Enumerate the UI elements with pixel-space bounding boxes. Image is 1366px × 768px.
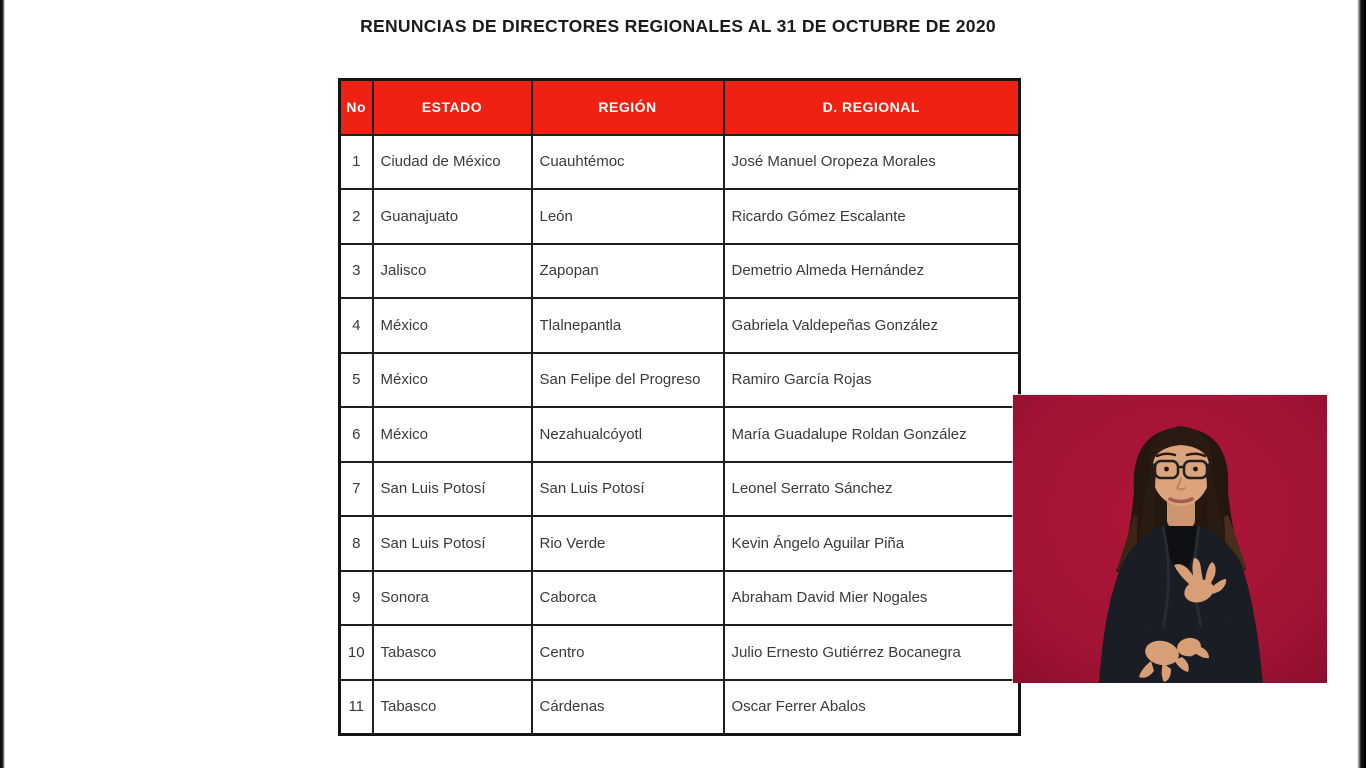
cell-estado: Tabasco — [373, 625, 532, 680]
cell-d-regional: Abraham David Mier Nogales — [724, 571, 1020, 626]
cell-d-regional: Kevin Ángelo Aguilar Piña — [724, 516, 1020, 571]
cell-d-regional: Ramiro García Rojas — [724, 353, 1020, 408]
cell-d-regional: María Guadalupe Roldan González — [724, 407, 1020, 462]
cell-region: Tlalnepantla — [532, 298, 724, 353]
table-row — [340, 462, 1020, 517]
cell-no: 11 — [340, 680, 373, 735]
table-row — [340, 244, 1020, 299]
cell-no: 7 — [340, 462, 373, 517]
cell-d-regional: José Manuel Oropeza Morales — [724, 135, 1020, 190]
sign-language-interpreter-illustration — [1013, 395, 1327, 683]
cell-no: 4 — [340, 298, 373, 353]
cell-estado: Ciudad de México — [373, 135, 532, 190]
cell-d-regional: Ricardo Gómez Escalante — [724, 189, 1020, 244]
table-row — [340, 680, 1020, 735]
cell-d-regional: Demetrio Almeda Hernández — [724, 244, 1020, 299]
cell-region: Zapopan — [532, 244, 724, 299]
table-row — [340, 189, 1020, 244]
table-header-row — [340, 80, 1020, 135]
column-header-estado: ESTADO — [373, 80, 532, 135]
resignations-table — [338, 78, 1021, 736]
table-row — [340, 353, 1020, 408]
cell-no: 6 — [340, 407, 373, 462]
right-letterbox-bar — [1357, 0, 1366, 768]
cell-region: Cárdenas — [532, 680, 724, 735]
cell-no: 10 — [340, 625, 373, 680]
cell-region: Cuauhtémoc — [532, 135, 724, 190]
cell-estado: San Luis Potosí — [373, 516, 532, 571]
table-row — [340, 135, 1020, 190]
cell-estado: Jalisco — [373, 244, 532, 299]
cell-d-regional: Gabriela Valdepeñas González — [724, 298, 1020, 353]
cell-no: 1 — [340, 135, 373, 190]
cell-region: Rio Verde — [532, 516, 724, 571]
cell-region: Centro — [532, 625, 724, 680]
cell-no: 5 — [340, 353, 373, 408]
cell-estado: México — [373, 407, 532, 462]
cell-estado: Tabasco — [373, 680, 532, 735]
cell-region: Nezahualcóyotl — [532, 407, 724, 462]
cell-no: 3 — [340, 244, 373, 299]
table-row — [340, 571, 1020, 626]
cell-d-regional: Oscar Ferrer Abalos — [724, 680, 1020, 735]
cell-estado: Guanajuato — [373, 189, 532, 244]
table-row — [340, 407, 1020, 462]
cell-estado: México — [373, 353, 532, 408]
cell-no: 2 — [340, 189, 373, 244]
cell-region: San Felipe del Progreso — [532, 353, 724, 408]
cell-estado: México — [373, 298, 532, 353]
column-header-region: REGIÓN — [532, 80, 724, 135]
cell-region: Caborca — [532, 571, 724, 626]
cell-region: San Luis Potosí — [532, 462, 724, 517]
cell-d-regional: Leonel Serrato Sánchez — [724, 462, 1020, 517]
sign-language-interpreter-video — [1013, 395, 1327, 683]
cell-d-regional: Julio Ernesto Gutiérrez Bocanegra — [724, 625, 1020, 680]
slide-title: RENUNCIAS DE DIRECTORES REGIONALES AL 31 DE OCTUBRE DE 2020 — [360, 16, 996, 36]
column-header-no: No — [340, 80, 373, 135]
column-header-d-regional: D. REGIONAL — [724, 80, 1020, 135]
cell-region: León — [532, 189, 724, 244]
cell-no: 8 — [340, 516, 373, 571]
table-row — [340, 516, 1020, 571]
cell-estado: Sonora — [373, 571, 532, 626]
cell-no: 9 — [340, 571, 373, 626]
slide-title-container — [338, 16, 1018, 37]
cell-estado: San Luis Potosí — [373, 462, 532, 517]
left-letterbox-bar — [0, 0, 5, 768]
table-row — [340, 625, 1020, 680]
table-row — [340, 298, 1020, 353]
